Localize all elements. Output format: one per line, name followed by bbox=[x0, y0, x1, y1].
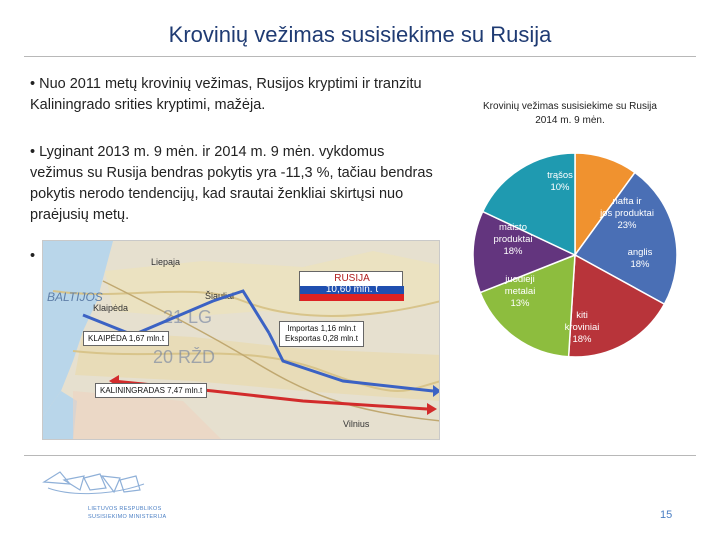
slide-title: Krovinių vežimas susisiekime su Rusija bbox=[168, 22, 552, 47]
page-number: 15 bbox=[660, 509, 673, 521]
map-place-name: 20 RŽD bbox=[153, 347, 216, 367]
imports-label: Importas 1,16 mln.t bbox=[287, 324, 356, 333]
ministry-line-2: SUSISIEKIMO MINISTERIJA bbox=[88, 514, 167, 520]
ministry-logo-icon bbox=[40, 468, 160, 508]
bullet-2: • Lyginant 2013 m. 9 mėn. ir 2014 m. 9 mėn. vykdomus vežimus su Rusija bendras pokytis yra -11,3 %, tačiau bendras pokytis nerodo tendencijų, kad srautai ženkliai skirtųsi nuo praėjusių metų. bbox=[30, 144, 433, 223]
footer-divider bbox=[24, 455, 696, 456]
ministry-name bbox=[88, 505, 166, 521]
map-place-name: Šiauliai bbox=[205, 291, 235, 301]
pie-label-0: trąšos 10% bbox=[547, 170, 573, 193]
kaliningrad-label: KALININGRADAS 7,47 mln.t bbox=[95, 383, 207, 398]
klaipeda-label: KLAIPĖDA 1,67 mln.t bbox=[83, 331, 169, 346]
russia-volume: 10,60 mln. t bbox=[325, 284, 379, 295]
pie-label-2: anglis 18% bbox=[627, 247, 653, 270]
bullet-1: • Nuo 2011 metų krovinių vežimas, Rusijos kryptimi ir tranzitu Kaliningrado srities kryptimi, mažėja. bbox=[30, 76, 422, 113]
ministry-line-1: LIETUVOS RESPUBLIKOS bbox=[88, 506, 162, 512]
map-place-name: Vilnius bbox=[343, 419, 370, 429]
pie-label-5: maisto produktai 18% bbox=[493, 222, 533, 257]
russia-label: RUSIJA bbox=[334, 273, 370, 284]
exports-label: Eksportas 0,28 mln.t bbox=[285, 334, 358, 343]
pie-label-3: kiti kroviniai 18% bbox=[564, 310, 600, 345]
map-place-name: 21 LG bbox=[163, 307, 213, 327]
chart-title: Krovinių vežimas susisiekime su Rusija bbox=[483, 101, 657, 112]
map-place-name: Liepaja bbox=[151, 257, 181, 267]
bullet-3: • bbox=[30, 248, 36, 264]
chart-subtitle: 2014 m. 9 mėn. bbox=[535, 115, 605, 126]
pie-label-4: juodieji metalai 13% bbox=[504, 274, 536, 309]
pie-label-1: nafta ir jos produktai 23% bbox=[600, 196, 654, 231]
map-place-name: Klaipėda bbox=[93, 303, 129, 313]
map-place-name: BALTIJOS bbox=[47, 290, 103, 304]
